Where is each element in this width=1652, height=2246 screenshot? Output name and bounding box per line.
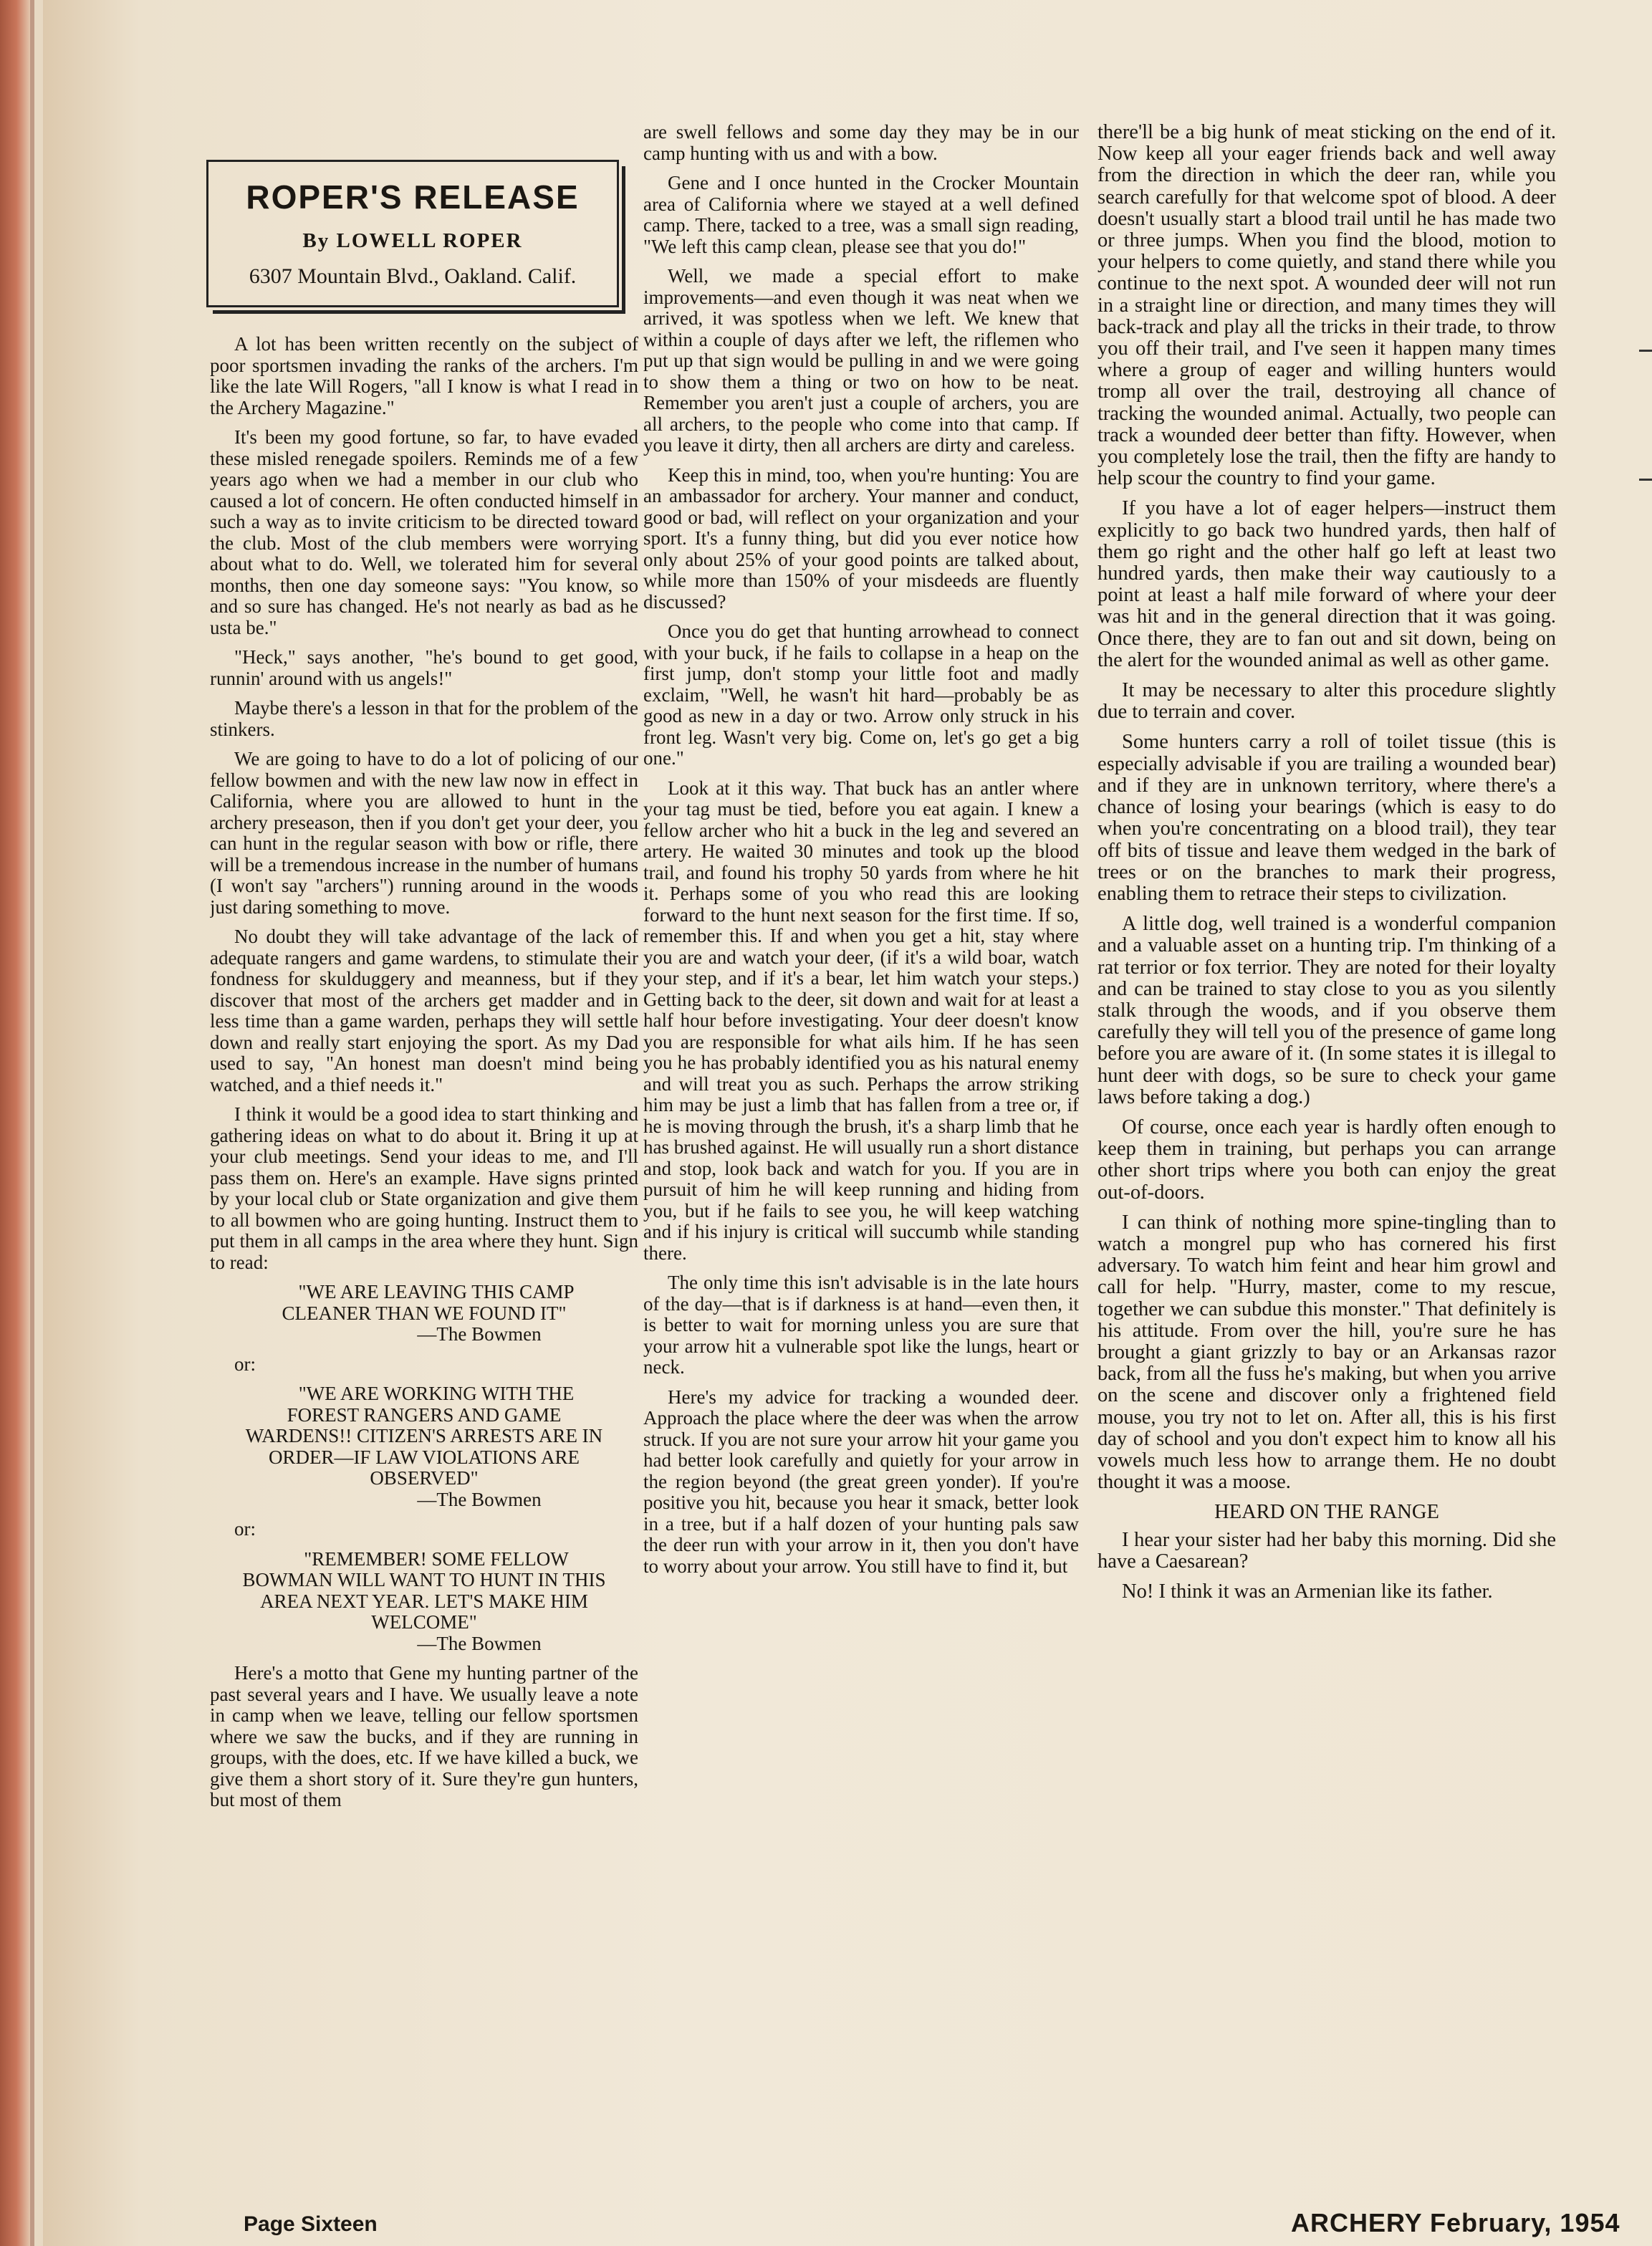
paragraph: It's been my good fortune, so far, to have evaded these misled renegade spoilers. Reminds me of a few years ago when we had a member in our club who caused a lot of concern. He often conducted himself in such a way as to invite criticism to be directed toward the club. Most of the club members were worrying about what to do. Well, we tolerated him for several months, then one day someone says: "You know, so and so sure has changed. He's not nearly as bad as he usta be." [210, 426, 638, 638]
gutter-shadow [30, 0, 34, 2246]
paragraph: are swell fellows and some day they may be in our camp hunting with us and with a bow. [643, 122, 1079, 164]
magazine-page [43, 0, 1652, 2246]
paragraph: It may be necessary to alter this procedure slightly due to terrain and cover. [1098, 679, 1556, 724]
page-number: Page Sixteen [244, 2212, 378, 2236]
sign-text-2 [210, 1383, 638, 1510]
or-label: or: [234, 1518, 256, 1540]
paragraph: The only time this isn't advisable is in the late hours of the day—that is if darkness is at hand—even then, it is better to wait for morning unless you are sure that your arrow hit a vulnerable spot like the lungs, heart or neck. [643, 1272, 1079, 1378]
column-2 [643, 122, 1079, 2132]
column-3 [1098, 122, 1556, 2132]
author-address: 6307 Mountain Blvd., Oakland. Calif. [249, 264, 577, 288]
paragraph: I hear your sister had her baby this morning. Did she have a Caesarean? [1098, 1528, 1556, 1573]
paragraph: Once you do get that hunting arrowhead to connect with your buck, if he fails to collapse in a heap on the first jump, don't stomp your little foot and madly exclaim, "Well, he wasn't hit hard—probably be as good as new in a day or two. Arrow only struck in his front leg. Wasn't very big. Come on, let's go get a big one." [643, 620, 1079, 769]
paragraph: A little dog, well trained is a wonderful companion and a valuable asset on a hunting trip. I'm thinking of a rat terrior or fox terrior. They are noted for their loyalty and can be trained to stay close to you as you silently stalk through the woods, and if you observe them carefully they will tell you of the presence of game long before you are aware of it. (In some states it is illegal to hunt deer with dogs, so be sure to check your game laws before taking a dog.) [1098, 913, 1556, 1108]
sign-text-1 [210, 1282, 638, 1345]
paragraph: Some hunters carry a roll of toilet tissue (this is especially advisable if you are trailing a wounded bear) and if they are in unknown territory, where there's a chance of losing your bearings (which is easy to do when you're concentrating on a blood trail), they tear off bits of tissue and leave them wedged in the bark of trees or on the branches to mark their progress, enabling them to retrace their steps to civilization. [1098, 731, 1556, 905]
paragraph: there'll be a big hunk of meat sticking on the end of it. Now keep all your eager friends back and well away from the direction in which the deer ran, while you search carefully for that welcome spot of blood. A deer doesn't usually start a blood trail until he has made two or three jumps. When you find the blood, motion to your helpers to come quietly, and stand there while you continue to the next spot. A wounded deer will not run in a straight line or direction, and many times they will back-track and play all the tricks in their trade, to throw you off their trail, and I've seen it happen many times where a group of eager and willing hunters would tromp all over the trail, destroying all chance of tracking the wounded animal. Actually, two people can track a wounded deer better than fifty. However, when you completely lose the trail, then the fifty are handy to help scour the country to find your game. [1098, 122, 1556, 490]
article-title: ROPER'S RELEASE [246, 178, 580, 216]
sign-2-text: "WE ARE WORKING WITH THE FOREST RANGERS AND GAME WARDENS!! CITIZEN'S ARRESTS ARE IN ORDER—IF LAW VIOLATIONS ARE OBSERVED" [245, 1383, 603, 1489]
paragraph: We are going to have to do a lot of policing of our fellow bowmen and with the new law now in effect in California, where you are allowed to hunt in the archery preseason, then if you don't get your deer, you can hunt in the regular season with bow or rifle, there will be a tremendous increase in the number of humans (I won't say "archers") running around in the woods just daring something to move. [210, 748, 638, 918]
section-subhead: HEARD ON THE RANGE [1214, 1501, 1439, 1524]
paragraph: Maybe there's a lesson in that for the problem of the stinkers. [210, 697, 638, 740]
margin-mark [1639, 350, 1652, 352]
paragraph: If you have a lot of eager helpers—instruct them explicitly to go back two hundred yards, then half of them go right and the other half go left at least two hundred yards, then make their way cautiously to a point at least a half mile forward of where your deer was hit and in the general direction that it was going. Once there, they are to fan out and sit down, being on the alert for the wounded animal as well as other game. [1098, 497, 1556, 671]
paragraph: I can think of nothing more spine-tingling than to watch a mongrel pup who has cornered his first adversary. To watch him feint and hear him growl and call for help. "Hurry, master, come to my rescue, together we can subdue this monster." That definitely is his attitude. From over the hill, you're sure he has brought a giant grizzly to bay or an Arkansas razor back, from all the fuss he's making, but when you arrive on the scene and discover only a frightened field mouse, you try not to let on. After all, this is his first day of school and you don't expect him to know all his vowels much less how to arrange them. He no doubt thought it was a moose. [1098, 1211, 1556, 1494]
sign-3-text: "REMEMBER! SOME FELLOW BOWMAN WILL WANT TO HUNT IN THIS AREA NEXT YEAR. LET'S MAKE HIM WELCOME" [242, 1547, 606, 1633]
paragraph: Of course, once each year is hardly often enough to keep them in training, but perhaps you can arrange other short trips where you both can enjoy the great out-of-doors. [1098, 1115, 1556, 1204]
paragraph: A lot has been written recently on the subject of poor sportsmen invading the ranks of the archers. I'm like the late Will Rogers, "all I know is what I read in the Archery Magazine." [210, 334, 638, 418]
article-byline: By LOWELL ROPER [302, 229, 523, 252]
title-box [206, 160, 619, 307]
paragraph: I think it would be a good idea to start thinking and gathering ideas on what to do about it. Bring it up at your club meetings. Send your ideas to me, and I'll pass them on. Here's an example. Have signs printed by your local club or State organization and give them to all bowmen who are going hunting. Instruct them to put them in all camps in the area where they hunt. Sign to read: [210, 1103, 638, 1273]
sign-2-credit: —The Bowmen [417, 1488, 542, 1510]
paragraph: No doubt they will take advantage of the lack of adequate rangers and game wardens, to stimulate their fondness for skulduggery and meanness, but if they discover that most of the archers get madder and in less time than a game warden, perhaps they will settle down and really start enjoying the sport. As my Dad used to say, "An honest man doesn't mind being watched, and a thief needs it." [210, 926, 638, 1095]
paragraph: Here's my advice for tracking a wounded deer. Approach the place where the deer was when the arrow struck. If you are not sure your arrow hit your game you had better look carefully and quietly for your arrow in the region beyond (the great green yonder). If you're positive you hit, because you hear it smack, better look in a tree, but if a half dozen of your hunting pals saw the deer run with your arrow in it, then you don't have to worry about your arrow. You still have to find it, but [643, 1386, 1079, 1577]
paragraph: Here's a motto that Gene my hunting partner of the past several years and I have. We usually leave a note in camp when we leave, telling our fellow sportsmen where we saw the bucks, and if they are running in groups, with the does, etc. If we have killed a buck, we give them a short story of it. Sure they're gun hunters, but most of them [210, 1662, 638, 1810]
sign-1-text: "WE ARE LEAVING THIS CAMP CLEANER THAN WE FOUND IT" [282, 1281, 575, 1324]
issue-footer: ARCHERY February, 1954 [1291, 2208, 1620, 2237]
margin-mark [1639, 479, 1652, 481]
sign-text-3 [210, 1549, 638, 1655]
sign-3-credit: —The Bowmen [417, 1632, 542, 1654]
or-label: or: [234, 1353, 256, 1375]
paragraph: "Heck," says another, "he's bound to get good, runnin' around with us angels!" [210, 646, 638, 689]
paragraph: No! I think it was an Armenian like its father. [1122, 1580, 1493, 1603]
paragraph: Keep this in mind, too, when you're hunting: You are an ambassador for archery. Your manner and conduct, good or bad, will reflect on your organization and your sport. It's a funny thing, but did you ever notice how only about 25% of your good points are talked about, while more than 150% of your misdeeds are fluently discussed? [643, 464, 1079, 613]
paragraph: Gene and I once hunted in the Crocker Mountain area of California where we stayed at a well defined camp. There, tacked to a tree, was a small sign reading, "We left this camp clean, please see that you do!" [643, 172, 1079, 257]
paragraph: Look at it this way. That buck has an antler where your tag must be tied, before you eat again. I knew a fellow archer who hit a buck in the leg and severed an artery. He waited 30 minutes and took up the blood trail, and found his trophy 50 yards from where he hit it. Perhaps some of you who read this are looking forward to the hunt next season for the first time. If so, remember this. If and when you get a hit, stay where you are and watch your deer, (if it's a wild boar, watch your step, and if it's a bear, let him watch your steps.) Getting back to the deer, sit down and wait for at least a half hour before investigating. Your deer doesn't know you are responsible for what ails him. If he has seen you he has probably identified you as his natural enemy and will treat you as such. Perhaps the arrow striking him may be just a limb that has fallen from a tree or, if he is moving through the brush, it's a sharp limb that he has brushed against. He will usually run a short distance and stop, look back and watch for you. If you are in pursuit of him he will keep running and hiding from you, but if he fails to see you, he will keep watching and if his injury is critical will succumb while standing there. [643, 777, 1079, 1264]
page-spine [0, 0, 30, 2246]
paragraph: Well, we made a special effort to make improvements—and even though it was neat when we arrived, it was spotless when we left. We knew that within a couple of days after we left, the riflemen who put up that sign would be pulling in and we were going to show them a thing or two on how to be neat. Remember you aren't just a couple of archers, you are all archers, to the people who come into that camp. If you leave it dirty, then all archers are dirty and careless. [643, 265, 1079, 456]
sign-1-credit: —The Bowmen [417, 1323, 542, 1345]
column-1 [210, 334, 638, 2132]
